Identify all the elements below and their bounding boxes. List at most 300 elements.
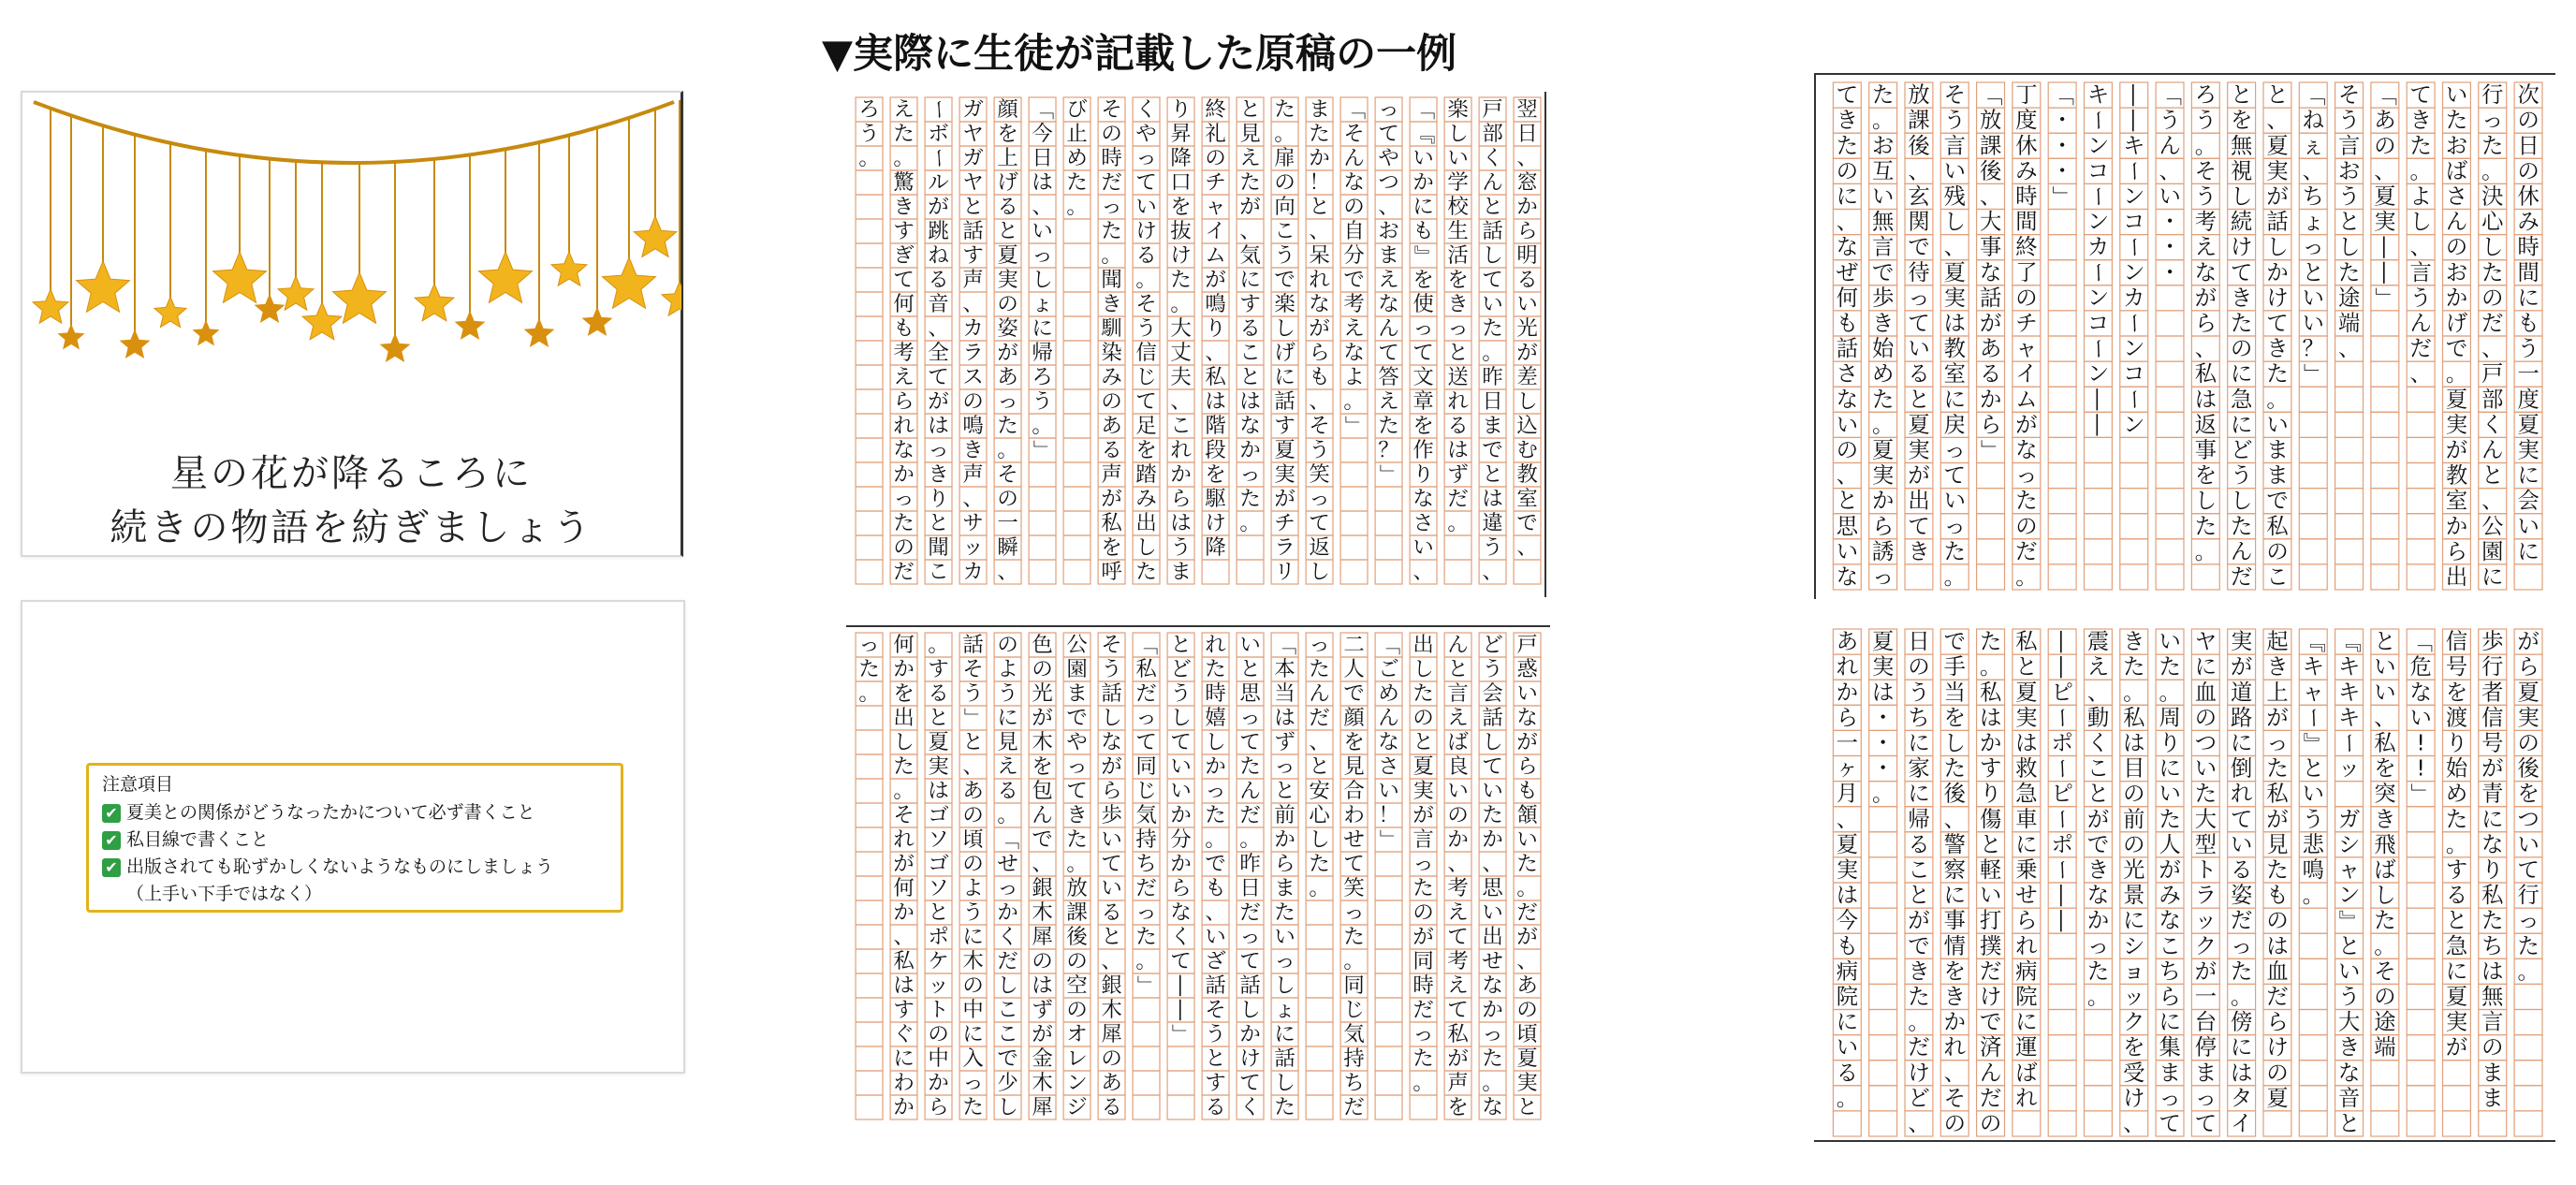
manuscript-char: が bbox=[2266, 705, 2289, 731]
manuscript-char: る bbox=[1516, 268, 1538, 292]
manuscript-char: を bbox=[1135, 438, 1157, 462]
manuscript-char: け bbox=[2266, 1034, 2289, 1061]
manuscript-char: 急 bbox=[2231, 387, 2253, 413]
manuscript-char: を bbox=[2123, 1034, 2145, 1061]
manuscript-cell bbox=[2120, 489, 2148, 514]
manuscript-char: い bbox=[2159, 629, 2181, 655]
manuscript-char: が bbox=[928, 389, 949, 414]
manuscript-char: 今 bbox=[1032, 122, 1053, 146]
manuscript-cell bbox=[2120, 539, 2148, 564]
manuscript-cell bbox=[1167, 1071, 1194, 1095]
manuscript-char: い bbox=[1135, 195, 1157, 219]
manuscript-char: キ bbox=[2123, 133, 2145, 159]
manuscript-char: て bbox=[2159, 1110, 2181, 1136]
manuscript-char: ば bbox=[2445, 158, 2468, 184]
manuscript-char: も bbox=[1836, 310, 1859, 336]
manuscript-char: が bbox=[1239, 195, 1261, 219]
manuscript-char: ー bbox=[2121, 312, 2147, 335]
manuscript-char: 夏 bbox=[1872, 629, 1895, 655]
manuscript-char: ち bbox=[1343, 1071, 1365, 1095]
notes-item-text: 私目線で書くこと bbox=[126, 829, 270, 850]
manuscript-char: っ bbox=[1378, 97, 1399, 122]
manuscript-char: 考 bbox=[2194, 209, 2217, 235]
manuscript-cell bbox=[1375, 511, 1402, 535]
manuscript-char: の bbox=[1343, 195, 1365, 219]
manuscript-char: せ bbox=[1343, 827, 1365, 852]
manuscript-char: 「 bbox=[995, 828, 1020, 851]
manuscript-cell bbox=[2299, 1010, 2327, 1035]
manuscript-char: 。 bbox=[1101, 243, 1122, 268]
manuscript-char: が bbox=[1908, 908, 1930, 934]
manuscript-char: そ bbox=[2374, 958, 2396, 985]
manuscript-char: 「 bbox=[1376, 634, 1401, 656]
manuscript-char: で bbox=[1482, 438, 1503, 462]
manuscript-char: て bbox=[1447, 998, 1469, 1022]
manuscript-char: 話 bbox=[962, 633, 984, 657]
manuscript-char: 撲 bbox=[1979, 933, 2002, 959]
manuscript-char: ャ bbox=[2337, 856, 2361, 883]
manuscript-char: ・ bbox=[2051, 133, 2073, 159]
manuscript-char: に bbox=[1239, 268, 1261, 292]
manuscript-char: で bbox=[1343, 268, 1365, 292]
manuscript-char: も bbox=[1836, 933, 1859, 959]
manuscript-char: な bbox=[893, 438, 915, 462]
manuscript-char: 銀 bbox=[1032, 876, 1053, 900]
star-icon bbox=[256, 295, 284, 322]
manuscript-cell bbox=[856, 219, 883, 243]
manuscript-char: に bbox=[2231, 412, 2253, 438]
manuscript-char: 、 bbox=[2266, 108, 2289, 134]
manuscript-char: っ bbox=[1943, 437, 1966, 463]
manuscript-cell bbox=[1133, 1022, 1160, 1046]
manuscript-char: が bbox=[1412, 925, 1434, 949]
manuscript-cell bbox=[2085, 463, 2113, 489]
manuscript-char: で bbox=[1908, 933, 1930, 959]
manuscript-char: め bbox=[1378, 681, 1399, 706]
manuscript-char: ス bbox=[962, 365, 984, 389]
manuscript-char: を bbox=[1205, 462, 1226, 487]
manuscript-char: と bbox=[962, 195, 984, 219]
manuscript-char: が bbox=[2194, 958, 2217, 985]
manuscript-char: 信 bbox=[2481, 705, 2504, 731]
manuscript-char: イ bbox=[2231, 1110, 2253, 1136]
manuscript-char: 誘 bbox=[1872, 538, 1895, 564]
manuscript-char: が bbox=[2086, 806, 2110, 832]
manuscript-char: 周 bbox=[2159, 705, 2181, 731]
manuscript-char: を bbox=[1412, 268, 1434, 292]
manuscript-char: く bbox=[1482, 146, 1503, 170]
manuscript-char: も bbox=[1516, 779, 1538, 803]
manuscript-char: に bbox=[1908, 781, 1930, 807]
manuscript-char: ど bbox=[1908, 1085, 1930, 1111]
manuscript-char: 言 bbox=[1872, 234, 1895, 260]
manuscript-char: の bbox=[997, 487, 1018, 511]
manuscript-char: し bbox=[1205, 730, 1226, 754]
manuscript-char: 戸 bbox=[1516, 633, 1538, 657]
manuscript-char: 、 bbox=[2409, 361, 2432, 388]
manuscript-char: で bbox=[1872, 259, 1895, 285]
manuscript-char: の bbox=[928, 1022, 949, 1046]
manuscript-char: イ bbox=[2015, 361, 2038, 388]
manuscript-char: は bbox=[2123, 730, 2145, 756]
manuscript-char: 急 bbox=[2445, 933, 2468, 959]
manuscript-char: 二 bbox=[1343, 633, 1365, 657]
manuscript-char: う bbox=[1032, 389, 1053, 414]
manuscript-cell bbox=[856, 949, 883, 973]
manuscript-cell bbox=[2085, 564, 2113, 590]
manuscript-char: ヤ bbox=[962, 122, 984, 146]
sheet-divider bbox=[1816, 73, 2555, 75]
manuscript-char: 、 bbox=[2302, 158, 2324, 184]
manuscript-char: た bbox=[1516, 852, 1538, 876]
manuscript-char: は bbox=[2194, 387, 2217, 413]
manuscript-char: 惑 bbox=[1516, 657, 1538, 681]
manuscript-char: ろ bbox=[2194, 82, 2217, 109]
manuscript-char: ー bbox=[2049, 808, 2075, 830]
manuscript-char: 、 bbox=[1482, 560, 1503, 584]
manuscript-char: か bbox=[1309, 146, 1330, 170]
manuscript-char: に bbox=[2517, 538, 2539, 564]
manuscript-char: カ bbox=[962, 560, 984, 584]
manuscript-char: は bbox=[1205, 389, 1226, 414]
manuscript-char: た bbox=[2481, 259, 2504, 285]
manuscript-char: 同 bbox=[1135, 754, 1157, 779]
manuscript-char: め bbox=[1066, 146, 1088, 170]
manuscript-char: だ bbox=[997, 949, 1018, 973]
manuscript-char: が bbox=[1205, 268, 1226, 292]
manuscript-cell bbox=[2407, 514, 2435, 539]
manuscript-char: ょ bbox=[1032, 292, 1053, 316]
manuscript-char: 度 bbox=[2015, 108, 2038, 134]
manuscript-char: く bbox=[2086, 730, 2110, 756]
manuscript-char: て bbox=[1943, 462, 1966, 489]
manuscript-char: 突 bbox=[2374, 781, 2396, 807]
manuscript-char: く bbox=[1135, 97, 1157, 122]
manuscript-char: 始 bbox=[2445, 755, 2468, 782]
manuscript-char: ょ bbox=[2302, 209, 2324, 235]
manuscript-char: 大 bbox=[1979, 209, 2002, 235]
manuscript-char: る bbox=[1205, 1095, 1226, 1119]
manuscript-char: を bbox=[2517, 781, 2539, 807]
manuscript-char: 窓 bbox=[1516, 170, 1538, 195]
manuscript-char: だ bbox=[2015, 538, 2038, 564]
manuscript-char: 話 bbox=[1101, 681, 1122, 706]
manuscript-char: い bbox=[1482, 779, 1503, 803]
manuscript-char: 園 bbox=[1066, 657, 1088, 681]
manuscript-char: 考 bbox=[1447, 949, 1469, 973]
manuscript-char: さ bbox=[1378, 754, 1399, 779]
manuscript-char: 犀 bbox=[1032, 1095, 1053, 1119]
manuscript-char: だ bbox=[893, 560, 915, 584]
manuscript-char: に bbox=[2123, 908, 2145, 934]
manuscript-char: ボ bbox=[928, 122, 949, 146]
manuscript-cell bbox=[856, 511, 883, 535]
manuscript-char: も bbox=[2517, 310, 2539, 336]
manuscript-char: 型 bbox=[2194, 831, 2217, 857]
manuscript-char: 時 bbox=[1412, 973, 1434, 998]
manuscript-cell bbox=[2299, 514, 2327, 539]
manuscript-char: き bbox=[962, 438, 984, 462]
manuscript-char: て bbox=[1066, 779, 1088, 803]
manuscript-cell bbox=[1869, 857, 1897, 883]
manuscript-char: 視 bbox=[2231, 158, 2253, 184]
manuscript-char: か bbox=[1412, 170, 1434, 195]
manuscript-cell bbox=[2335, 564, 2364, 590]
manuscript-cell bbox=[2048, 361, 2076, 387]
manuscript-char: 室 bbox=[1943, 361, 1966, 388]
manuscript-char: 「 bbox=[2049, 83, 2075, 107]
manuscript-char: 、 bbox=[1309, 219, 1330, 243]
manuscript-char: ― bbox=[2049, 656, 2075, 679]
manuscript-char: 病 bbox=[1836, 958, 1859, 985]
manuscript-char: に bbox=[2445, 958, 2468, 985]
manuscript-cell bbox=[1340, 487, 1368, 511]
manuscript-char: を bbox=[2445, 680, 2468, 706]
manuscript-char: 言 bbox=[1943, 133, 1966, 159]
manuscript-cell bbox=[2335, 514, 2364, 539]
manuscript-char: と bbox=[2302, 259, 2324, 285]
manuscript-char: し bbox=[1239, 998, 1261, 1022]
manuscript-char: そ bbox=[893, 803, 915, 827]
manuscript-char: た bbox=[1412, 1046, 1434, 1071]
manuscript-char: う bbox=[1101, 657, 1122, 681]
manuscript-char: 。 bbox=[1066, 852, 1088, 876]
manuscript-char: ら bbox=[1836, 705, 1859, 731]
manuscript-char: あ bbox=[1979, 336, 2002, 362]
manuscript-char: 実 bbox=[2445, 1009, 2468, 1035]
manuscript-cell bbox=[2048, 1061, 2076, 1086]
manuscript-char: 、 bbox=[1032, 852, 1053, 876]
manuscript-cell bbox=[2335, 361, 2364, 387]
manuscript-char: 。 bbox=[1836, 1085, 1859, 1111]
manuscript-char: ろ bbox=[858, 97, 880, 122]
manuscript-char: そ bbox=[1101, 633, 1122, 657]
manuscript-char: ョ bbox=[2123, 958, 2145, 985]
manuscript-char: 」 bbox=[1030, 439, 1055, 461]
manuscript-char: の bbox=[2266, 908, 2289, 934]
manuscript-char: っ bbox=[1135, 146, 1157, 170]
manuscript-cell bbox=[2120, 437, 2148, 462]
manuscript-char: な bbox=[1378, 292, 1399, 316]
manuscript-char: を bbox=[2231, 108, 2253, 134]
manuscript-char: 姿 bbox=[997, 316, 1018, 341]
manuscript-cell bbox=[1063, 414, 1090, 438]
manuscript-char: あ bbox=[1516, 973, 1538, 998]
manuscript-char: 途 bbox=[2337, 285, 2361, 311]
manuscript-char: ら bbox=[2445, 538, 2468, 564]
manuscript-char: 出 bbox=[1482, 925, 1503, 949]
manuscript-char: 実 bbox=[2266, 158, 2289, 184]
manuscript-char: こ bbox=[1274, 219, 1295, 243]
manuscript-char: し bbox=[1135, 535, 1157, 560]
manuscript-char: ら bbox=[1872, 513, 1895, 539]
manuscript-char: い bbox=[1170, 754, 1192, 779]
manuscript-char: 無 bbox=[1872, 209, 1895, 235]
manuscript-char: の bbox=[1516, 998, 1538, 1022]
manuscript-cell bbox=[2191, 564, 2219, 590]
manuscript-char: 言 bbox=[1412, 827, 1434, 852]
manuscript-char: 当 bbox=[1274, 681, 1295, 706]
manuscript-char: で bbox=[1274, 268, 1295, 292]
manuscript-char: 、 bbox=[1482, 852, 1503, 876]
manuscript-char: し bbox=[2231, 183, 2253, 210]
manuscript-char: か bbox=[1170, 803, 1192, 827]
manuscript-char: 了 bbox=[2015, 259, 2038, 285]
manuscript-char: っ bbox=[1309, 633, 1330, 657]
manuscript-char: う bbox=[858, 122, 880, 146]
manuscript-char: の bbox=[2015, 513, 2038, 539]
manuscript-grid bbox=[841, 625, 1548, 1127]
manuscript-char: 「 bbox=[1411, 98, 1436, 121]
manuscript-char: ま bbox=[1378, 243, 1399, 268]
manuscript-char: ん bbox=[1447, 633, 1469, 657]
manuscript-char: が bbox=[2445, 437, 2468, 463]
manuscript-char: は bbox=[1979, 705, 2002, 731]
manuscript-char: な bbox=[1378, 730, 1399, 754]
manuscript-cell bbox=[1869, 1111, 1897, 1136]
manuscript-char: ご bbox=[1378, 657, 1399, 681]
manuscript-char: そ bbox=[2194, 158, 2217, 184]
manuscript-cell bbox=[2371, 387, 2399, 412]
manuscript-cell bbox=[1977, 564, 2005, 590]
manuscript-char: な bbox=[1170, 900, 1192, 925]
manuscript-char: 話 bbox=[1239, 973, 1261, 998]
manuscript-char: ・ bbox=[2159, 259, 2181, 285]
manuscript-char: 何 bbox=[893, 633, 915, 657]
manuscript-char: た bbox=[1239, 170, 1261, 195]
manuscript-char: で bbox=[1032, 827, 1053, 852]
manuscript-cell bbox=[1063, 268, 1090, 292]
manuscript-char: 『 bbox=[2336, 630, 2363, 653]
manuscript-char: を bbox=[893, 681, 915, 706]
manuscript-char: て bbox=[1447, 925, 1469, 949]
manuscript-char: け bbox=[1135, 219, 1157, 243]
manuscript-char: 夏 bbox=[2374, 183, 2396, 210]
manuscript-char: て bbox=[1908, 513, 1930, 539]
manuscript-char: す bbox=[962, 243, 984, 268]
manuscript-sheet bbox=[1818, 75, 2550, 597]
manuscript-char: き bbox=[1872, 310, 1895, 336]
manuscript-char: が bbox=[2159, 856, 2181, 883]
manuscript-char: ま bbox=[2194, 1060, 2217, 1086]
manuscript-char: な bbox=[1516, 706, 1538, 730]
manuscript-char: じ bbox=[1135, 365, 1157, 389]
manuscript-char: が bbox=[1101, 487, 1122, 511]
manuscript-char: 分 bbox=[1343, 243, 1365, 268]
manuscript-cell bbox=[2407, 463, 2435, 489]
manuscript-char: て bbox=[1170, 949, 1192, 973]
manuscript-cell bbox=[2407, 539, 2435, 564]
manuscript-char: こ bbox=[997, 998, 1018, 1022]
manuscript-char: ー bbox=[2086, 337, 2111, 360]
manuscript-char: と bbox=[1836, 488, 1859, 514]
manuscript-char: 嬉 bbox=[1205, 706, 1226, 730]
manuscript-char: 止 bbox=[1066, 122, 1088, 146]
manuscript-cell bbox=[2371, 1086, 2399, 1111]
manuscript-char: し bbox=[1170, 706, 1192, 730]
manuscript-char: た bbox=[2445, 108, 2468, 134]
manuscript-char: ら bbox=[2266, 1009, 2289, 1035]
manuscript-char: と bbox=[2374, 629, 2396, 655]
manuscript-char: 顔 bbox=[997, 97, 1018, 122]
manuscript-char: ー bbox=[2049, 757, 2075, 780]
manuscript-char: か bbox=[1836, 680, 1859, 706]
manuscript-char: ッ bbox=[2337, 755, 2361, 782]
manuscript-char: と bbox=[1274, 779, 1295, 803]
manuscript-char: さ bbox=[1836, 361, 1859, 388]
manuscript-char: 課 bbox=[1908, 108, 1930, 134]
manuscript-char: う bbox=[1908, 680, 1930, 706]
manuscript-char: 血 bbox=[2194, 680, 2217, 706]
manuscript-char: と bbox=[1979, 831, 2002, 857]
manuscript-char: の bbox=[962, 803, 984, 827]
manuscript-char: 人 bbox=[2159, 831, 2181, 857]
manuscript-cell bbox=[2085, 1010, 2113, 1035]
manuscript-char: う bbox=[2337, 108, 2361, 134]
manuscript-char: 私 bbox=[1979, 680, 2002, 706]
manuscript-char: 運 bbox=[2015, 1034, 2038, 1061]
manuscript-cell bbox=[2443, 1086, 2471, 1111]
manuscript-char: ヤ bbox=[962, 170, 984, 195]
manuscript-char: 鳴 bbox=[1205, 292, 1226, 316]
manuscript-char: 間 bbox=[2015, 209, 2038, 235]
manuscript-char: ャ bbox=[1205, 195, 1226, 219]
manuscript-char: 。 bbox=[1135, 268, 1157, 292]
manuscript-char: キ bbox=[2337, 705, 2361, 731]
manuscript-char: い bbox=[1274, 925, 1295, 949]
manuscript-cell bbox=[1375, 560, 1402, 584]
manuscript-char: 放 bbox=[1979, 108, 2002, 134]
manuscript-char: に bbox=[1032, 316, 1053, 341]
manuscript-char: ば bbox=[1447, 730, 1469, 754]
manuscript-char: 頷 bbox=[1516, 803, 1538, 827]
manuscript-cell bbox=[2120, 514, 2148, 539]
manuscript-char: か bbox=[1943, 1009, 1966, 1035]
manuscript-char: 時 bbox=[1101, 146, 1122, 170]
manuscript-char: で bbox=[1516, 511, 1538, 535]
manuscript-char: た bbox=[1135, 560, 1157, 584]
manuscript-char: 気 bbox=[1135, 803, 1157, 827]
manuscript-cell bbox=[1202, 560, 1229, 584]
manuscript-char: 言 bbox=[1447, 681, 1469, 706]
manuscript-char: に bbox=[2481, 806, 2504, 832]
manuscript-char: と bbox=[2266, 82, 2289, 109]
manuscript-char: 、 bbox=[1979, 183, 2002, 210]
manuscript-char: ン bbox=[2123, 336, 2145, 362]
manuscript-char: 、 bbox=[2337, 336, 2361, 362]
manuscript-char: 。 bbox=[893, 146, 915, 170]
manuscript-char: う bbox=[2159, 108, 2181, 134]
manuscript-char: も bbox=[893, 316, 915, 341]
manuscript-char: 戻 bbox=[1943, 412, 1966, 438]
manuscript-cell bbox=[2156, 514, 2184, 539]
manuscript-char: 考 bbox=[1447, 876, 1469, 900]
manuscript-char: を bbox=[1170, 195, 1192, 219]
manuscript-cell bbox=[2048, 1010, 2076, 1035]
manuscript-char: し bbox=[893, 730, 915, 754]
manuscript-char: ー bbox=[2049, 858, 2075, 882]
manuscript-char: カ bbox=[2086, 234, 2110, 260]
manuscript-char: 染 bbox=[1101, 341, 1122, 365]
manuscript-char: 校 bbox=[1447, 195, 1469, 219]
manuscript-char: ら bbox=[928, 1095, 949, 1119]
manuscript-char: ッ bbox=[962, 535, 984, 560]
manuscript-char: 玄 bbox=[1908, 183, 1930, 210]
sheet-divider bbox=[846, 625, 1550, 627]
manuscript-char: し bbox=[1412, 657, 1434, 681]
manuscript-char: ! bbox=[2416, 755, 2425, 782]
manuscript-char: 。 bbox=[1516, 876, 1538, 900]
